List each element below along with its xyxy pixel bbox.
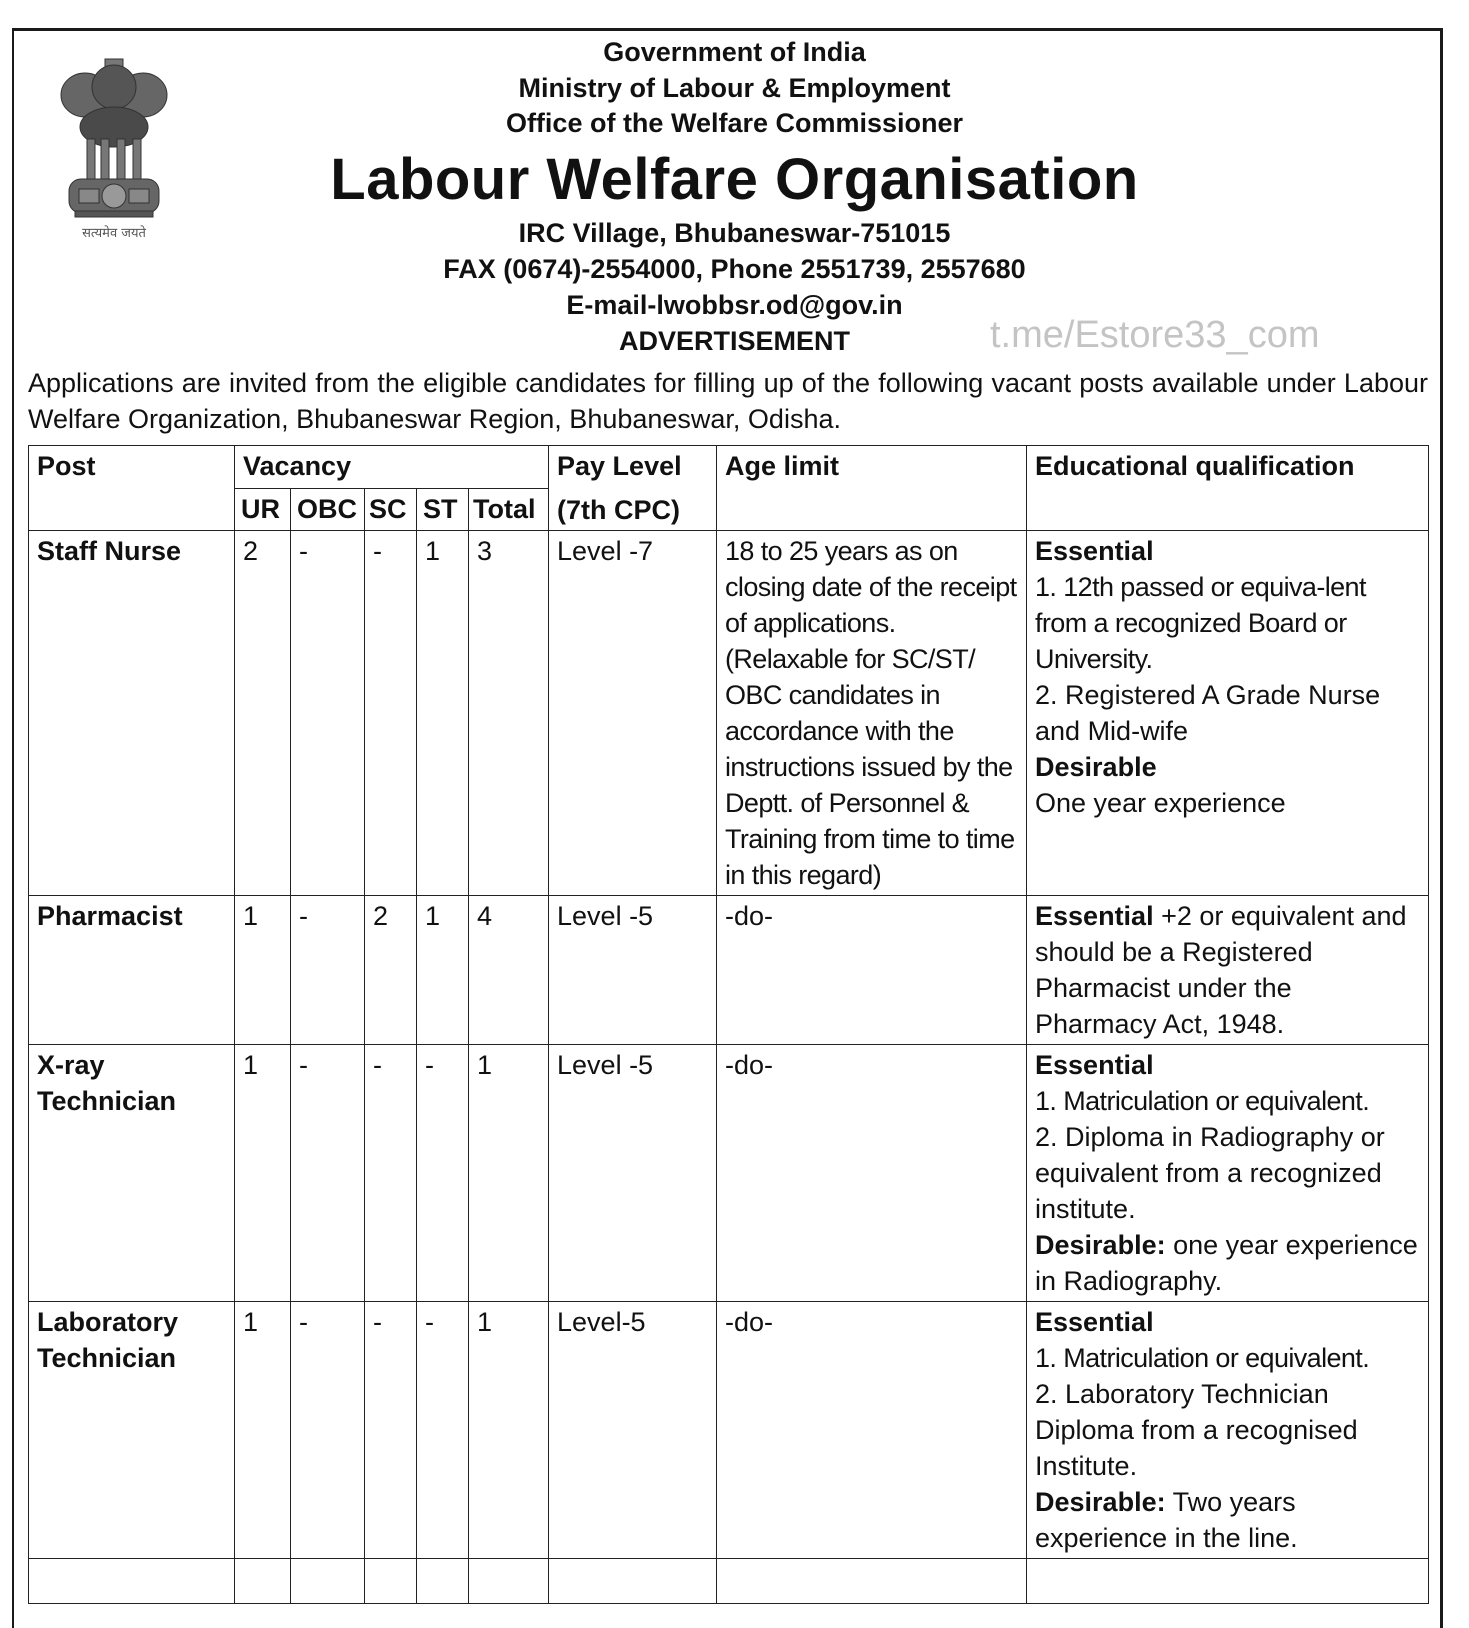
desirable-text: Two years experience in the line.	[1035, 1487, 1298, 1553]
vacancy-st: -	[417, 1045, 469, 1302]
vacancy-st: -	[417, 1302, 469, 1559]
col-header-sc: SC	[365, 488, 417, 531]
vacancy-sc: -	[365, 1302, 417, 1559]
ministry-line: Ministry of Labour & Employment	[518, 73, 951, 103]
desirable-text: one year experience in Radiography.	[1035, 1230, 1418, 1296]
vacancy-obc: -	[291, 1045, 365, 1302]
desirable-label: Desirable	[1035, 752, 1157, 782]
vacancy-ur: 1	[235, 1045, 291, 1302]
pay-level: Level -7	[549, 531, 717, 896]
post-name: Pharmacist	[29, 896, 235, 1045]
pay-level: Level-5	[549, 1302, 717, 1559]
email-line: E-mail-lwobbsr.od@gov.in	[566, 290, 903, 320]
table-row	[29, 531, 1429, 896]
col-header-st: ST	[417, 488, 469, 531]
col-header-ur: UR	[235, 488, 291, 531]
vacancy-ur: 2	[235, 531, 291, 896]
vacancy-total: 4	[469, 896, 549, 1045]
col-header-obc: OBC	[291, 488, 365, 531]
table-header-row	[29, 446, 1429, 489]
organisation-title: Labour Welfare Organisation	[330, 147, 1139, 212]
desirable-text: One year experience	[1035, 788, 1286, 818]
vacancy-st: 1	[417, 531, 469, 896]
essential-label: Essential	[1035, 901, 1154, 931]
vacancy-ur: 1	[235, 896, 291, 1045]
vacancy-ur: 1	[235, 1302, 291, 1559]
pay-level: Level -5	[549, 896, 717, 1045]
col-header-total: Total	[469, 488, 549, 531]
desirable-label: Desirable:	[1035, 1230, 1166, 1260]
table-row-partial	[29, 1559, 1429, 1604]
col-header-age-limit: Age limit	[717, 446, 1027, 531]
education-cell	[1027, 896, 1429, 1045]
vacancy-obc: -	[291, 1302, 365, 1559]
pay-level: Level -5	[549, 1045, 717, 1302]
essential-text-2: 2. Diploma in Radiography or equivalent from a recognized institute.	[1035, 1122, 1385, 1224]
vacancy-total: 1	[469, 1302, 549, 1559]
post-name: Laboratory Technician	[29, 1302, 235, 1559]
address-line: IRC Village, Bhubaneswar-751015	[518, 218, 951, 248]
col-header-vacancy: Vacancy	[235, 446, 549, 489]
col-header-post: Post	[29, 446, 235, 531]
svg-text:सत्यमेव जयते: सत्यमेव जयते	[82, 226, 146, 241]
essential-text: 1. 12th passed or equiva-lent from a recognized Board or University.	[1035, 572, 1366, 674]
vacancy-sc: -	[365, 531, 417, 896]
vacancy-sc: 2	[365, 896, 417, 1045]
essential-text-2: 2. Registered A Grade Nurse and Mid-wife	[1035, 680, 1381, 746]
vacancy-table	[28, 445, 1429, 1604]
watermark: t.me/Estore33_com	[990, 314, 1320, 356]
office-line: Office of the Welfare Commissioner	[505, 108, 964, 138]
vacancy-total: 3	[469, 531, 549, 896]
pay-level-label: Pay Level	[557, 451, 682, 481]
age-limit: -do-	[717, 1302, 1027, 1559]
vacancy-total: 1	[469, 1045, 549, 1302]
essential-label: Essential	[1035, 1307, 1154, 1337]
post-name: X-ray Technician	[29, 1045, 235, 1302]
education-cell	[1027, 1045, 1429, 1302]
essential-text-2: 2. Laboratory Technician Diploma from a recognised Institute.	[1035, 1379, 1358, 1481]
essential-label: Essential	[1035, 536, 1154, 566]
education-cell	[1027, 1302, 1429, 1559]
advertisement-heading: ADVERTISEMENT	[618, 326, 851, 356]
col-header-education: Educational qualification	[1027, 446, 1429, 531]
vacancy-sc: -	[365, 1045, 417, 1302]
pay-level-sub-label: (7th CPC)	[557, 495, 681, 525]
vacancy-st: 1	[417, 896, 469, 1045]
essential-text: 1. Matriculation or equivalent.	[1035, 1343, 1370, 1373]
vacancy-obc: -	[291, 531, 365, 896]
vacancy-obc: -	[291, 896, 365, 1045]
essential-text: +2 or equivalent and should be a Registered Pharmacist under the Pharmacy Act, 1948.	[1035, 901, 1407, 1039]
govt-line: Government of India	[603, 37, 866, 67]
essential-label: Essential	[1035, 1050, 1154, 1080]
age-limit: 18 to 25 years as on closing date of the receipt of applications. (Relaxable for SC/ST/ OBC candidates in accordance with the instructions issued by the Deptt. of Personnel & Training from time to time in this regard)	[717, 531, 1027, 896]
table-row	[29, 1045, 1429, 1302]
contact-line: FAX (0674)-2554000, Phone 2551739, 2557680	[443, 254, 1026, 284]
age-limit: -do-	[717, 1045, 1027, 1302]
table-row	[29, 1302, 1429, 1559]
age-limit: -do-	[717, 896, 1027, 1045]
education-cell	[1027, 531, 1429, 896]
post-name: Staff Nurse	[29, 531, 235, 896]
table-row	[29, 896, 1429, 1045]
intro-paragraph: Applications are invited from the eligible candidates for filling up of the following vacant posts available under Labour Welfare Organization, Bhubaneswar Region, Bhubaneswar, Odisha.	[28, 368, 1428, 434]
col-header-pay-level	[549, 446, 717, 531]
essential-text: 1. Matriculation or equivalent.	[1035, 1086, 1370, 1116]
desirable-label: Desirable:	[1035, 1487, 1166, 1517]
